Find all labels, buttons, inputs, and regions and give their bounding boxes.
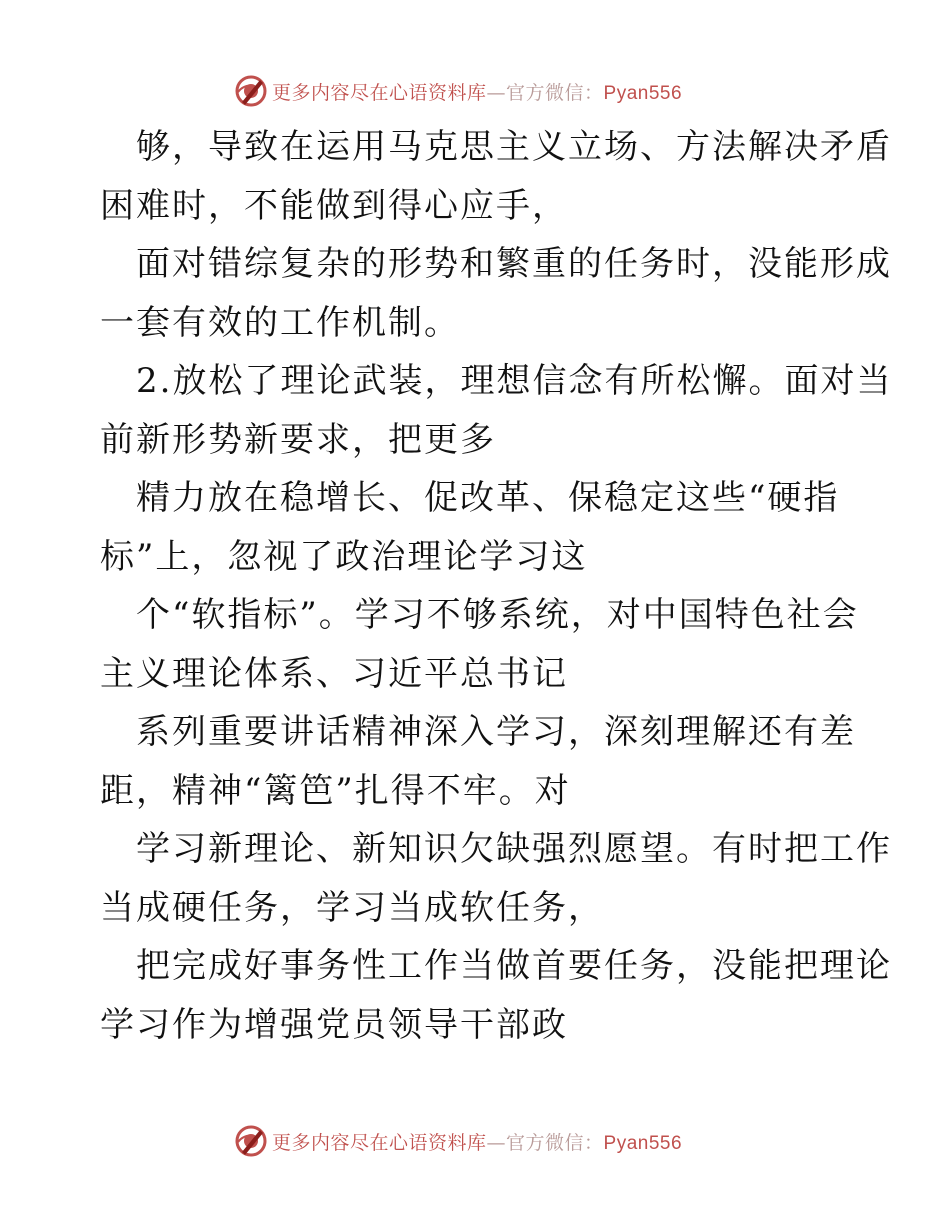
banner-text-c: Pyan556 xyxy=(603,1132,683,1154)
text-line: 主义理论体系、习近平总书记 xyxy=(100,653,568,694)
text-line: 精力放在稳增长、促改革、保稳定这些“硬指 xyxy=(136,478,840,518)
banner-text-a: 更多内容尽在心语资料库 xyxy=(272,81,487,104)
banner-text xyxy=(272,1128,682,1155)
text-line: 把完成好事务性工作当做首要任务，没能把理论 xyxy=(136,946,892,986)
text-line: 面对错综复杂的形势和繁重的任务时，没能形成 xyxy=(136,244,892,284)
banner-text-b: —官方微信： xyxy=(486,81,604,104)
text-line: 困难时，不能做到得心应手， xyxy=(100,185,568,226)
text-line: 2.放松了理论武装，理想信念有所松懈。面对当 xyxy=(136,361,893,401)
text-line: 当成硬任务，学习当成软任务， xyxy=(100,887,604,928)
text-line: 学习作为增强党员领导干部政 xyxy=(100,1004,568,1045)
text-line: 系列重要讲话精神深入学习，深刻理解还有差 xyxy=(136,712,856,752)
banner-text-c: Pyan556 xyxy=(603,82,683,104)
text-line: 够，导致在运用马克思主义立场、方法解决矛盾 xyxy=(136,127,892,167)
banner-text-a: 更多内容尽在心语资料库 xyxy=(272,1131,487,1154)
body-text xyxy=(100,118,893,1054)
header-banner xyxy=(234,71,682,111)
banner-text xyxy=(272,78,682,105)
footer-banner xyxy=(234,1121,682,1161)
text-line: 一套有效的工作机制。 xyxy=(100,302,460,343)
text-line: 前新形势新要求，把更多 xyxy=(100,419,496,460)
text-line: 距，精神“篱笆”扎得不牢。对 xyxy=(100,770,571,811)
text-line: 学习新理论、新知识欠缺强烈愿望。有时把工作 xyxy=(136,829,892,869)
pen-logo-icon xyxy=(234,1124,268,1158)
banner-text-b: —官方微信： xyxy=(486,1131,604,1154)
text-line: 个“软指标”。学习不够系统，对中国特色社会 xyxy=(136,595,859,635)
pen-logo-icon xyxy=(234,74,268,108)
text-line: 标”上，忽视了政治理论学习这 xyxy=(100,536,588,577)
